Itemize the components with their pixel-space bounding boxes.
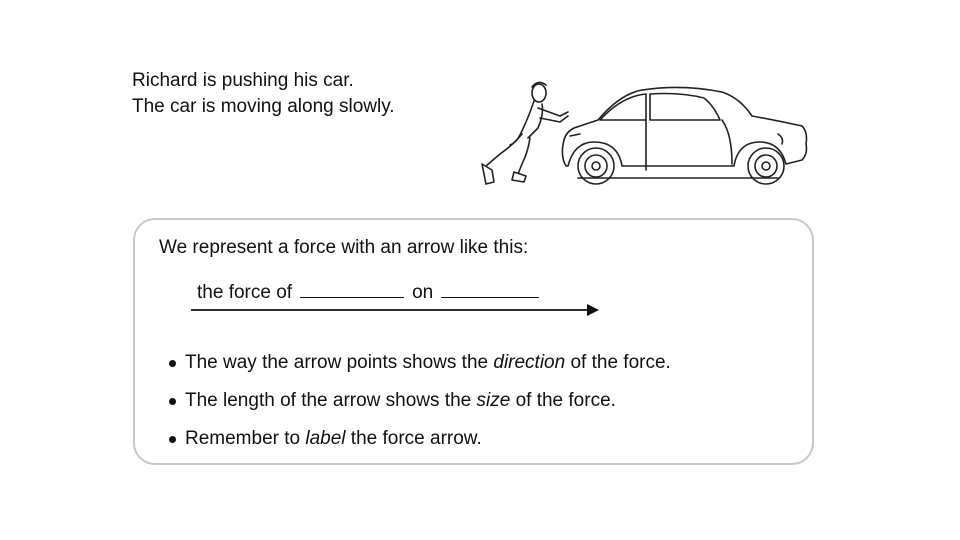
- force-arrow-icon: [191, 300, 611, 320]
- person-icon: [482, 82, 568, 184]
- bullet-text-3: Remember to label the force arrow.: [185, 428, 482, 449]
- bullet-icon: [169, 436, 176, 443]
- intro-line-1: Richard is pushing his car.: [132, 70, 354, 91]
- box-heading: We represent a force with an arrow like this:: [159, 237, 529, 258]
- list-item: [169, 388, 671, 414]
- force-arrow-info-box: [133, 218, 814, 465]
- bullet-icon: [169, 398, 176, 405]
- bullet-text-2: The length of the arrow shows the size of the force.: [185, 390, 616, 411]
- intro-line-2: The car is moving along slowly.: [132, 96, 395, 117]
- intro-text: [132, 68, 395, 120]
- arrow-label-prefix: the force of: [197, 282, 293, 303]
- car-icon: [562, 87, 806, 184]
- list-item: [169, 350, 671, 376]
- list-item: [169, 426, 671, 452]
- bullet-text-1: The way the arrow points shows the direction of the force.: [185, 352, 671, 373]
- bullet-list: [169, 350, 671, 464]
- blank-line-1: [300, 281, 404, 298]
- person-pushing-car-icon: [478, 74, 818, 190]
- bullet-icon: [169, 360, 176, 367]
- blank-line-2: [441, 281, 539, 298]
- arrow-label-middle: on: [412, 282, 434, 303]
